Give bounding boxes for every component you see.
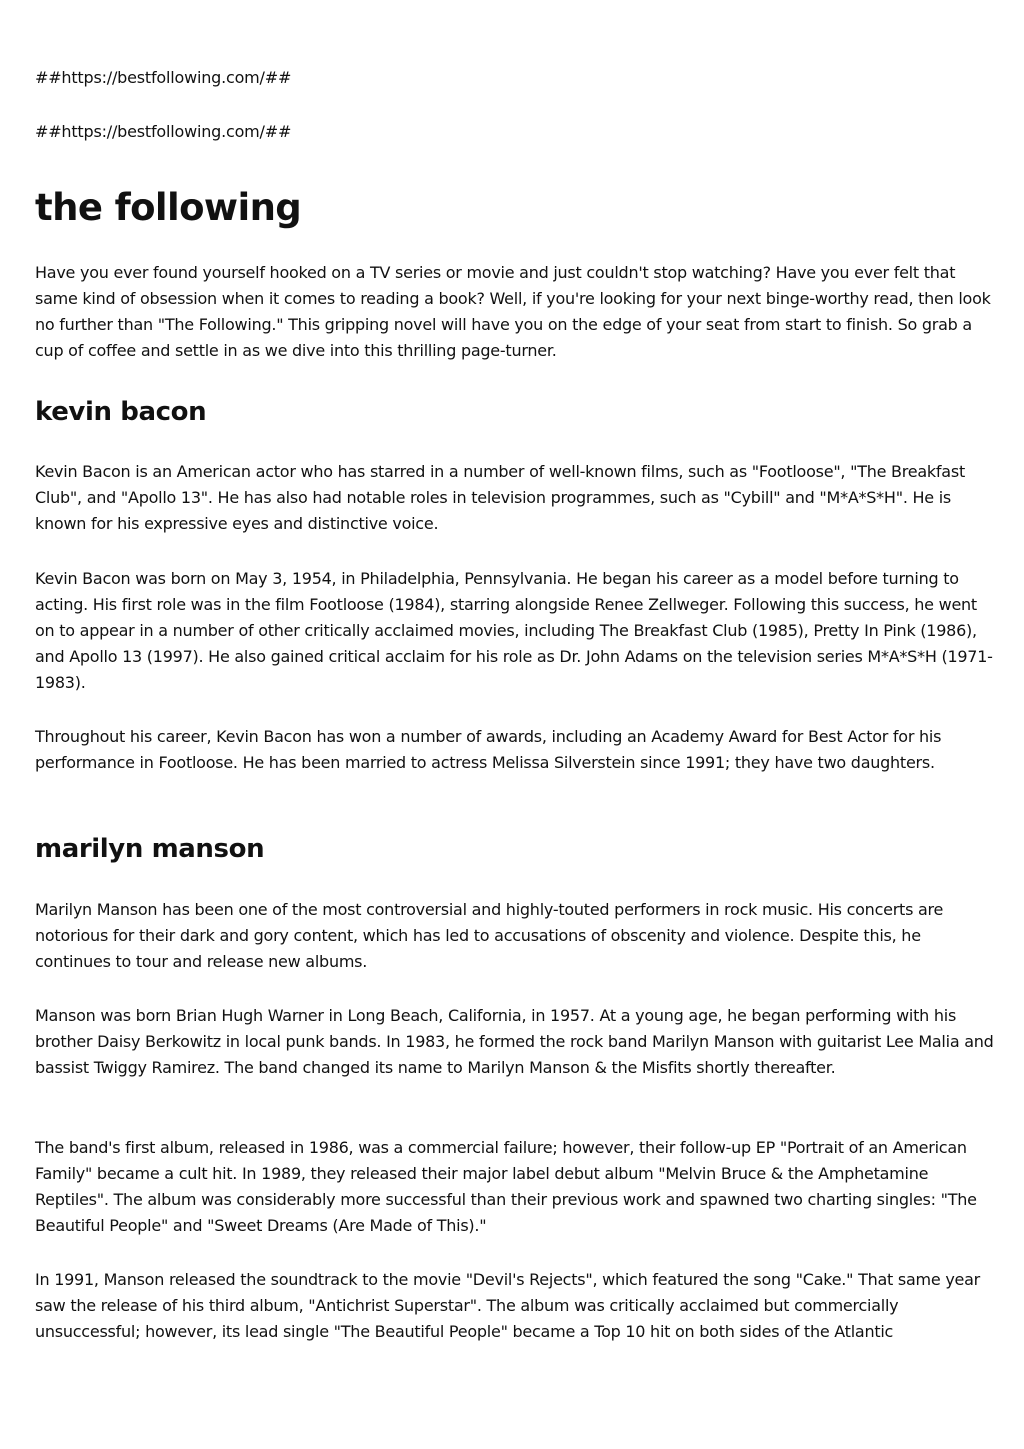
intro-paragraph: Have you ever found yourself hooked on a TV series or movie and just couldn't stop watching? Have you ever felt that same kind of obsession when it comes to reading a book? Well, if you're looking for your next binge-worthy read, then look no further than "The Following." This gripping novel will have you on the edge of your seat from start to finish. So grab a cup of coffee and settle in as we dive into this thrilling page-turner. [35, 263, 991, 360]
body-paragraph: Marilyn Manson has been one of the most controversial and highly-touted performers in rock music. His concerts are notorious for their dark and gory content, which has led to accusations of obscenity and violence. Despite this, he continues to tour and release new albums. [35, 900, 944, 971]
body-paragraph: The band's first album, released in 1986, was a commercial failure; however, their follow-up EP "Portrait of an American Family" became a cult hit. In 1989, they released their major label debut album "Melvin Bruce & the Amphetamine Reptiles". The album was considerably more successful than their previous work and spawned two charting singles: "The Beautiful People" and "Sweet Dreams (Are Made of This)." [35, 1138, 977, 1235]
body-paragraph: Throughout his career, Kevin Bacon has won a number of awards, including an Academy Award for Best Actor for his performance in Footloose. He has been married to actress Melissa Silverstein since 1991; they have two daughters. [35, 727, 942, 772]
body-paragraph: Manson was born Brian Hugh Warner in Long Beach, California, in 1957. At a young age, he began performing with his brother Daisy Berkowitz in local punk bands. In 1983, he formed the rock band Marilyn Manson with guitarist Lee Malia and bassist Twiggy Ramirez. The band changed its name to Marilyn Manson & the Misfits shortly thereafter. [35, 1006, 994, 1077]
body-paragraph: In 1991, Manson released the soundtrack to the movie "Devil's Rejects", which featured the song "Cake." That same year saw the release of his third album, "Antichrist Superstar". The album was critically acclaimed but commercially unsuccessful; however, its lead single "The Beautiful People" became a Top 10 hit on both sides of the Atlantic [35, 1270, 981, 1341]
page-title: the following [35, 186, 302, 229]
body-paragraph: Kevin Bacon was born on May 3, 1954, in Philadelphia, Pennsylvania. He began his career as a model before turning to acting. His first role was in the film Footloose (1984), starring alongside Renee Zellweger. Following this success, he went on to appear in a number of other critically acclaimed movies, including The Breakfast Club (1985), Pretty In Pink (1986), and Apollo 13 (1997). He also gained critical acclaim for his role as Dr. John Adams on the television series M*A*S*H (1971-1983). [35, 569, 993, 692]
section-heading-kevin-bacon: kevin bacon [35, 397, 207, 427]
source-link-text: ##https://bestfollowing.com/## [35, 122, 292, 141]
source-link-text: ##https://bestfollowing.com/## [35, 68, 292, 87]
body-paragraph: Kevin Bacon is an American actor who has starred in a number of well-known films, such as "Footloose", "The Breakfast Club", and "Apollo 13". He has also had notable roles in television programmes, such as "Cybill" and "M*A*S*H". He is known for his expressive eyes and distinctive voice. [35, 462, 965, 533]
section-heading-marilyn-manson: marilyn manson [35, 834, 265, 864]
